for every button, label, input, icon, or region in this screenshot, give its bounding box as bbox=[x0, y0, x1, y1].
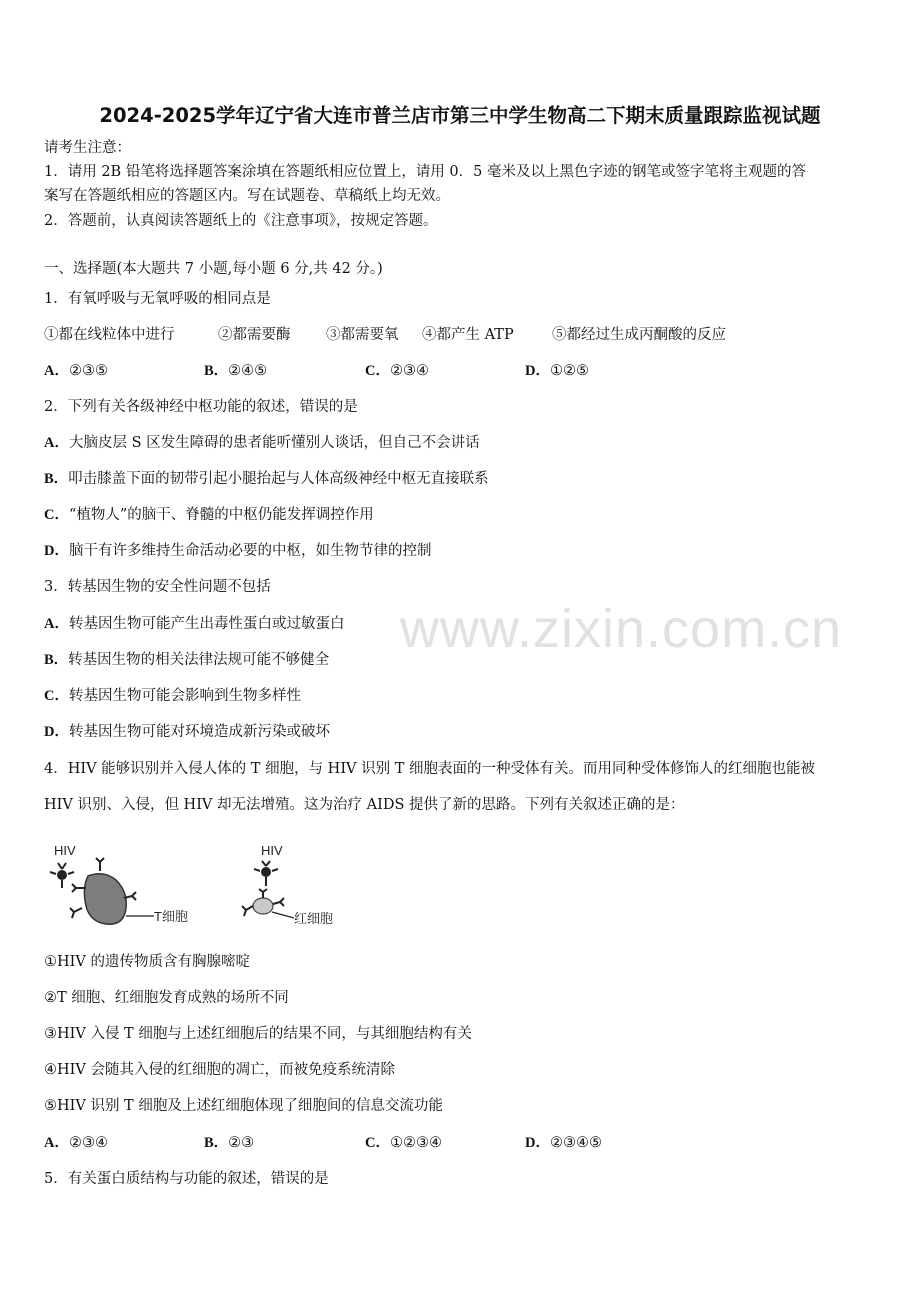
label-hiv-left: HIV bbox=[54, 843, 76, 858]
question-5-stem: 5．有关蛋白质结构与功能的叙述，错误的是 bbox=[44, 1171, 329, 1187]
option-letter: C． bbox=[44, 507, 69, 523]
hiv-particle-left bbox=[50, 863, 74, 888]
question-4-stem-line-2: HIV 识别、入侵，但 HIV 却无法增殖。这为治疗 AIDS 提供了新的思路。下列有关叙述正确的是： bbox=[44, 797, 685, 813]
option-letter: D． bbox=[525, 1135, 550, 1151]
page-title: 2024-2025学年辽宁省大连市普兰店市第三中学生物高二下期末质量跟踪监视试题 bbox=[99, 104, 821, 127]
option-text: ②④⑤ bbox=[228, 363, 268, 379]
q3-option-b[interactable] bbox=[44, 650, 329, 670]
q2-option-b[interactable] bbox=[44, 469, 489, 489]
q4-option-b[interactable] bbox=[204, 1133, 254, 1153]
section-heading: 一、选择题(本大题共 7 小题,每小题 6 分,共 42 分。) bbox=[44, 261, 383, 277]
option-letter: B． bbox=[44, 471, 69, 487]
question-3-stem: 3．转基因生物的安全性问题不包括 bbox=[44, 579, 271, 595]
q1-option-d[interactable] bbox=[525, 361, 589, 381]
q2-option-c[interactable] bbox=[44, 505, 374, 525]
q1-option-a[interactable] bbox=[44, 361, 108, 381]
option-text: ②③ bbox=[228, 1135, 255, 1151]
option-letter: B． bbox=[44, 652, 69, 668]
option-letter: C． bbox=[44, 688, 69, 704]
q1-statement-4: ④都产生 ATP bbox=[422, 327, 514, 343]
option-letter: B． bbox=[204, 1135, 229, 1151]
option-text: 转基因生物可能会影响到生物多样性 bbox=[68, 688, 301, 704]
t-cell-shape bbox=[84, 874, 126, 924]
hiv-diagram bbox=[44, 836, 354, 936]
notice-heading: 请考生注意： bbox=[44, 140, 131, 156]
option-text: 叩击膝盖下面的韧带引起小腿抬起与人体高级神经中枢无直接联系 bbox=[68, 471, 489, 487]
option-letter: C． bbox=[365, 363, 390, 379]
option-text: ②③④⑤ bbox=[549, 1135, 602, 1151]
q1-statement-1: ①都在线粒体中进行 bbox=[44, 327, 175, 343]
option-text: 转基因生物的相关法律法规可能不够健全 bbox=[68, 652, 330, 668]
q3-option-a[interactable] bbox=[44, 614, 344, 634]
q2-option-a[interactable] bbox=[44, 433, 480, 453]
q4-statement-2: ②T 细胞、红细胞发育成熟的场所不同 bbox=[44, 990, 289, 1006]
q1-option-b[interactable] bbox=[204, 361, 267, 381]
label-red-blood-cell: 红细胞 bbox=[294, 911, 334, 926]
option-text: 大脑皮层 S 区发生障碍的患者能听懂别人谈话，但自己不会讲话 bbox=[68, 435, 480, 451]
red-blood-cell-shape bbox=[253, 898, 273, 914]
q1-statement-3: ③都需要氧 bbox=[326, 327, 399, 343]
question-2-stem: 2．下列有关各级神经中枢功能的叙述，错误的是 bbox=[44, 399, 358, 415]
notice-item-1-line-2: 案写在答题纸相应的答题区内。写在试题卷、草稿纸上均无效。 bbox=[44, 188, 450, 204]
rbc-pointer-line bbox=[272, 912, 294, 918]
option-letter: A． bbox=[44, 1135, 69, 1151]
q3-option-d[interactable] bbox=[44, 722, 330, 742]
label-t-cell: T细胞 bbox=[154, 909, 188, 924]
watermark: www.zixin.com.cn bbox=[400, 599, 843, 659]
hiv-cell-figure bbox=[44, 836, 354, 936]
q2-option-d[interactable] bbox=[44, 541, 431, 561]
label-hiv-right: HIV bbox=[261, 843, 283, 858]
option-letter: C． bbox=[365, 1135, 390, 1151]
question-1-stem: 1．有氧呼吸与无氧呼吸的相同点是 bbox=[44, 291, 271, 307]
option-text: 转基因生物可能产生出毒性蛋白或过敏蛋白 bbox=[68, 616, 345, 632]
option-text: ①②⑤ bbox=[549, 363, 589, 379]
q1-statement-5: ⑤都经过生成丙酮酸的反应 bbox=[552, 327, 726, 343]
q1-statement-2: ②都需要酶 bbox=[218, 327, 291, 343]
q4-statement-1: ①HIV 的遗传物质含有胸腺嘧啶 bbox=[44, 954, 250, 970]
q4-statement-4: ④HIV 会随其入侵的红细胞的凋亡，而被免疫系统清除 bbox=[44, 1062, 395, 1078]
question-4-stem-line-1: 4．HIV 能够识别并入侵人体的 T 细胞，与 HIV 识别 T 细胞表面的一种受体有关。而用同种受体修饰人的红细胞也能被 bbox=[44, 761, 816, 777]
q4-option-a[interactable] bbox=[44, 1133, 108, 1153]
option-text: 转基因生物可能对环境造成新污染或破坏 bbox=[68, 724, 330, 740]
q4-option-c[interactable] bbox=[365, 1133, 442, 1153]
q4-statement-3: ③HIV 入侵 T 细胞与上述红细胞后的结果不同，与其细胞结构有关 bbox=[44, 1026, 472, 1042]
option-text: ②③⑤ bbox=[68, 363, 108, 379]
option-letter: A． bbox=[44, 616, 69, 632]
notice-item-1-line-1: 1．请用 2B 铅笔将选择题答案涂填在答题纸相应位置上，请用 0．5 毫米及以上黑色字迹的钢笔或签字笔将主观题的答 bbox=[44, 164, 806, 180]
q4-option-d[interactable] bbox=[525, 1133, 602, 1153]
q4-statement-5: ⑤HIV 识别 T 细胞及上述红细胞体现了细胞间的信息交流功能 bbox=[44, 1098, 443, 1114]
option-text: ②③④ bbox=[389, 363, 429, 379]
hiv-particle-right bbox=[254, 861, 278, 886]
option-letter: A． bbox=[44, 435, 69, 451]
q3-option-c[interactable] bbox=[44, 686, 301, 706]
q1-option-c[interactable] bbox=[365, 361, 429, 381]
option-text: “植物人”的脑干、脊髓的中枢仍能发挥调控作用 bbox=[68, 507, 374, 523]
option-text: ②③④ bbox=[68, 1135, 108, 1151]
notice-item-2: 2．答题前，认真阅读答题纸上的《注意事项》，按规定答题。 bbox=[44, 213, 438, 229]
option-text: ①②③④ bbox=[389, 1135, 442, 1151]
option-letter: D． bbox=[44, 724, 69, 740]
option-text: 脑干有许多维持生命活动必要的中枢，如生物节律的控制 bbox=[68, 543, 432, 559]
option-letter: A． bbox=[44, 363, 69, 379]
option-letter: D． bbox=[525, 363, 550, 379]
option-letter: D． bbox=[44, 543, 69, 559]
option-letter: B． bbox=[204, 363, 229, 379]
